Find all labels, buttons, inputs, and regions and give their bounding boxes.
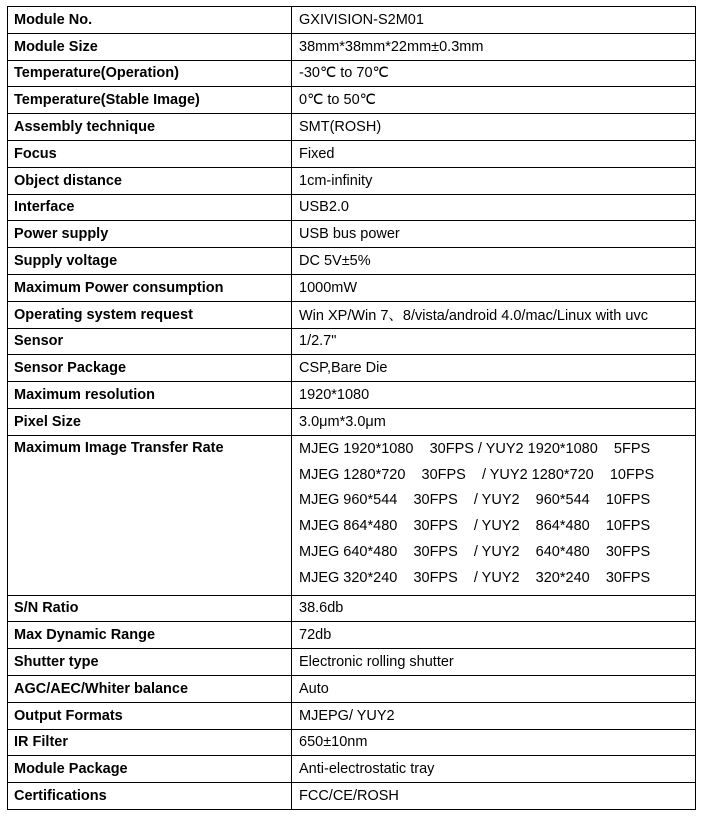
table-row (8, 649, 696, 676)
table-row (8, 622, 696, 649)
spec-value: MJEPG/ YUY2 (292, 702, 696, 729)
spec-label: Module No. (8, 7, 292, 34)
table-row (8, 87, 696, 114)
spec-label: Focus (8, 140, 292, 167)
table-row (8, 60, 696, 87)
transfer-rate-line: MJEG 960*544 30FPS / YUY2 960*544 10FPS (299, 492, 651, 509)
spec-value: 650±10nm (292, 729, 696, 756)
spec-label: Module Size (8, 33, 292, 60)
spec-table-body (8, 7, 696, 810)
table-row (8, 7, 696, 34)
table-row (8, 221, 696, 248)
table-row (8, 729, 696, 756)
spec-value: 38mm*38mm*22mm±0.3mm (292, 33, 696, 60)
spec-label: Sensor (8, 328, 292, 355)
spec-label: Power supply (8, 221, 292, 248)
spec-value: Fixed (292, 140, 696, 167)
spec-label: Max Dynamic Range (8, 622, 292, 649)
spec-label: Object distance (8, 167, 292, 194)
table-row-transfer-rate (8, 435, 696, 595)
spec-label: Interface (8, 194, 292, 221)
spec-value: GXIVISION-S2M01 (292, 7, 696, 34)
table-row (8, 783, 696, 810)
spec-value: 38.6db (292, 595, 696, 622)
spec-label: Maximum resolution (8, 382, 292, 409)
spec-value: 3.0μm*3.0μm (292, 408, 696, 435)
spec-label: Assembly technique (8, 114, 292, 141)
transfer-rate-line: MJEG 640*480 30FPS / YUY2 640*480 30FPS (299, 543, 651, 560)
spec-value: 1000mW (292, 274, 696, 301)
spec-value: CSP,Bare Die (292, 355, 696, 382)
spec-label: Pixel Size (8, 408, 292, 435)
spec-value: 1cm-infinity (292, 167, 696, 194)
spec-value: 1/2.7" (292, 328, 696, 355)
table-row (8, 408, 696, 435)
spec-label: Temperature(Stable Image) (8, 87, 292, 114)
transfer-rate-line: MJEG 1280*720 30FPS / YUY2 1280*720 10FPS (299, 466, 655, 483)
table-row (8, 274, 696, 301)
spec-label: Temperature(Operation) (8, 60, 292, 87)
table-row (8, 382, 696, 409)
table-row (8, 328, 696, 355)
spec-label: Module Package (8, 756, 292, 783)
table-row (8, 167, 696, 194)
transfer-rate-line: MJEG 1920*1080 30FPS / YUY2 1920*1080 5FPS (299, 440, 651, 457)
spec-label: Operating system request (8, 301, 292, 328)
spec-value: Electronic rolling shutter (292, 649, 696, 676)
spec-value: FCC/CE/ROSH (292, 783, 696, 810)
table-row (8, 194, 696, 221)
table-row (8, 248, 696, 275)
spec-value: 1920*1080 (292, 382, 696, 409)
spec-value: DC 5V±5% (292, 248, 696, 275)
spec-value: SMT(ROSH) (292, 114, 696, 141)
spec-value: -30℃ to 70℃ (292, 60, 696, 87)
transfer-rate-values (292, 435, 696, 595)
spec-label: IR Filter (8, 729, 292, 756)
spec-value: USB bus power (292, 221, 696, 248)
spec-value: 72db (292, 622, 696, 649)
spec-label: Certifications (8, 783, 292, 810)
spec-label: Supply voltage (8, 248, 292, 275)
table-row (8, 301, 696, 328)
table-row (8, 595, 696, 622)
spec-value: USB2.0 (292, 194, 696, 221)
table-row (8, 355, 696, 382)
spec-label: Maximum Power consumption (8, 274, 292, 301)
table-row (8, 140, 696, 167)
spec-label: Maximum Image Transfer Rate (8, 435, 292, 595)
table-row (8, 33, 696, 60)
spec-label: Output Formats (8, 702, 292, 729)
table-row (8, 702, 696, 729)
transfer-rate-line: MJEG 320*240 30FPS / YUY2 320*240 30FPS (299, 569, 651, 586)
spec-value: 0℃ to 50℃ (292, 87, 696, 114)
spec-value: Auto (292, 675, 696, 702)
spec-label: Shutter type (8, 649, 292, 676)
spec-value: Anti-electrostatic tray (292, 756, 696, 783)
table-row (8, 756, 696, 783)
transfer-rate-line: MJEG 864*480 30FPS / YUY2 864*480 10FPS (299, 518, 651, 535)
table-row (8, 675, 696, 702)
spec-label: AGC/AEC/Whiter balance (8, 675, 292, 702)
spec-table (7, 6, 696, 810)
spec-value: Win XP/Win 7、8/vista/android 4.0/mac/Linux with uvc (292, 301, 696, 328)
table-row (8, 114, 696, 141)
spec-label: Sensor Package (8, 355, 292, 382)
spec-label: S/N Ratio (8, 595, 292, 622)
